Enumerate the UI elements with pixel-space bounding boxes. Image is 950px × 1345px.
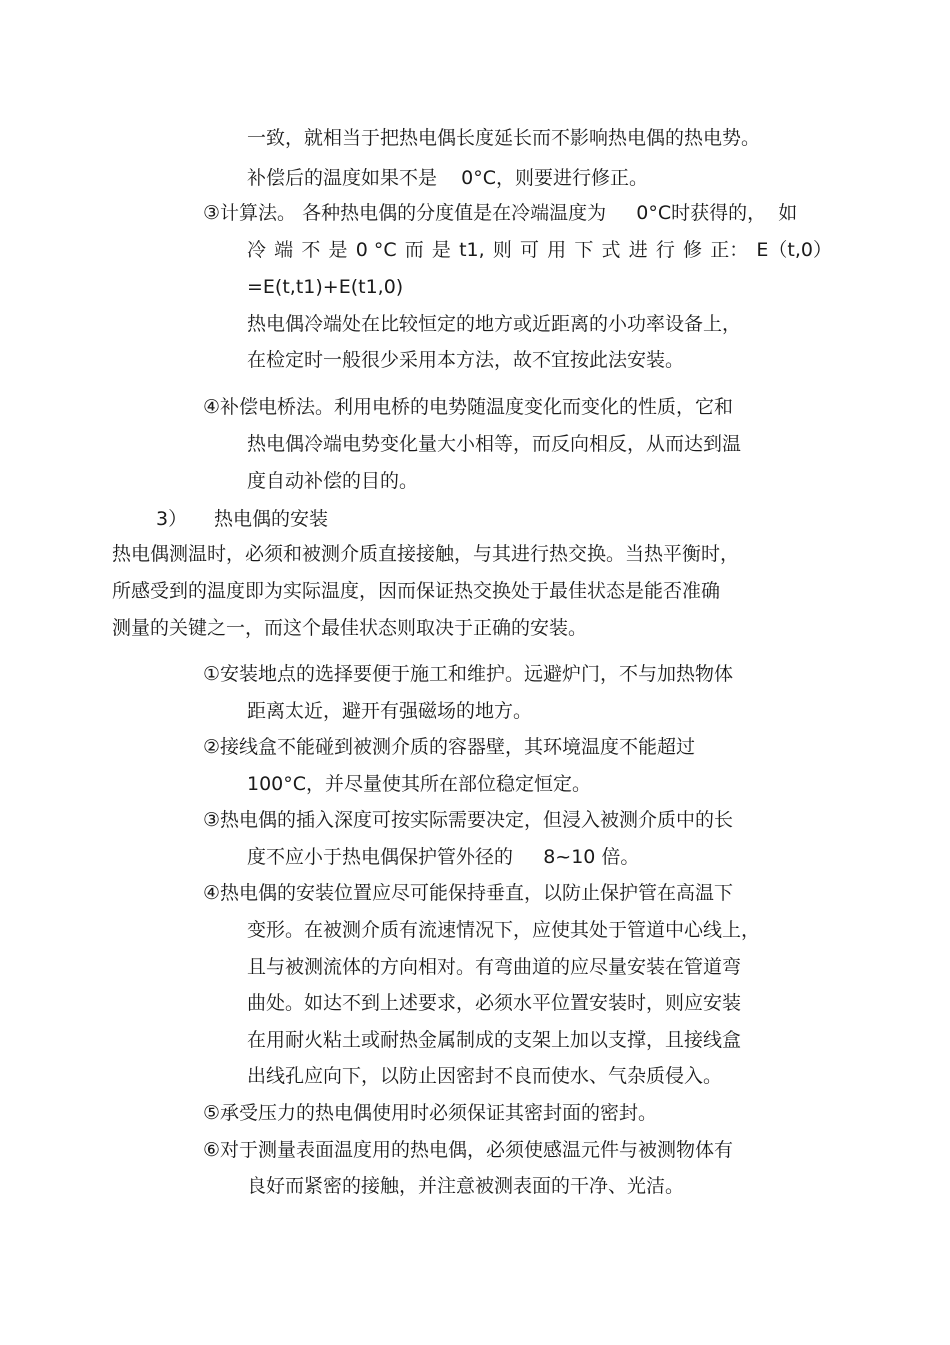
paragraph-line: 热电偶测温时，必须和被测介质直接接触，与其进行热交换。当热平衡时， (112, 543, 740, 565)
list-item-surface: ⑥对于测量表面温度用的热电偶，必须使感温元件与被测物体有 (203, 1139, 734, 1161)
text-line-justified: 冷 端 不 是 0 °C 而 是 t1, 则 可 用 下 式 进 行 修 正： E（t,0） (247, 239, 832, 261)
text-line: 补偿后的温度如果不是 0°C，则要进行修正。 (247, 167, 649, 189)
text-line: 在检定时一般很少采用本方法，故不宜按此法安装。 (247, 349, 685, 371)
text-line: 曲处。如达不到上述要求，必须水平位置安装时，则应安装 (247, 992, 742, 1014)
text-line: 在用耐火粘土或耐热金属制成的支架上加以支撑，且接线盒 (247, 1029, 742, 1051)
text-line: 热电偶冷端电势变化量大小相等，而反向相反，从而达到温 (247, 433, 742, 455)
list-item-position: ④热电偶的安装位置应尽可能保持垂直，以防止保护管在高温下 (203, 882, 734, 904)
text-line: 热电偶冷端处在比较恒定的地方或近距离的小功率设备上， (247, 313, 742, 335)
text-line: 出线孔应向下，以防止因密封不良而使水、气杂质侵入。 (247, 1065, 723, 1087)
text-line: 度不应小于热电偶保护管外径的 8~10 倍。 (247, 846, 640, 868)
list-item-bridge: ④补偿电桥法。利用电桥的电势随温度变化而变化的性质，它和 (203, 396, 734, 418)
text-line: 变形。在被测介质有流速情况下，应使其处于管道中心线上， (247, 919, 761, 941)
formula-line: =E(t,t1)+E(t1,0) (247, 276, 404, 298)
list-item-calculation: ③计算法。 各种热电偶的分度值是在冷端温度为 0°C时获得的， 如 (203, 202, 798, 224)
section-number: 3） (156, 508, 188, 530)
list-item-location: ①安装地点的选择要便于施工和维护。远避炉门，不与加热物体 (203, 663, 734, 685)
paragraph-line: 测量的关键之一，而这个最佳状态则取决于正确的安装。 (112, 617, 588, 639)
list-item-pressure: ⑤承受压力的热电偶使用时必须保证其密封面的密封。 (203, 1102, 658, 1124)
text-line: 且与被测流体的方向相对。有弯曲道的应尽量安装在管道弯 (247, 956, 742, 978)
text-line: 距离太近，避开有强磁场的地方。 (247, 700, 533, 722)
text-line: 100°C，并尽量使其所在部位稳定恒定。 (247, 773, 592, 795)
list-item-insertion-depth: ③热电偶的插入深度可按实际需要决定，但浸入被测介质中的长 (203, 809, 734, 831)
text-line: 一致，就相当于把热电偶长度延长而不影响热电偶的热电势。 (247, 127, 761, 149)
text-line: 良好而紧密的接触，并注意被测表面的干净、光洁。 (247, 1175, 685, 1197)
text-line: 度自动补偿的目的。 (247, 470, 419, 492)
paragraph-line: 所感受到的温度即为实际温度，因而保证热交换处于最佳状态是能否准确 (112, 580, 721, 602)
section-heading: 热电偶的安装 (214, 508, 329, 530)
list-item-junction-box: ②接线盒不能碰到被测介质的容器壁，其环境温度不能超过 (203, 736, 696, 758)
